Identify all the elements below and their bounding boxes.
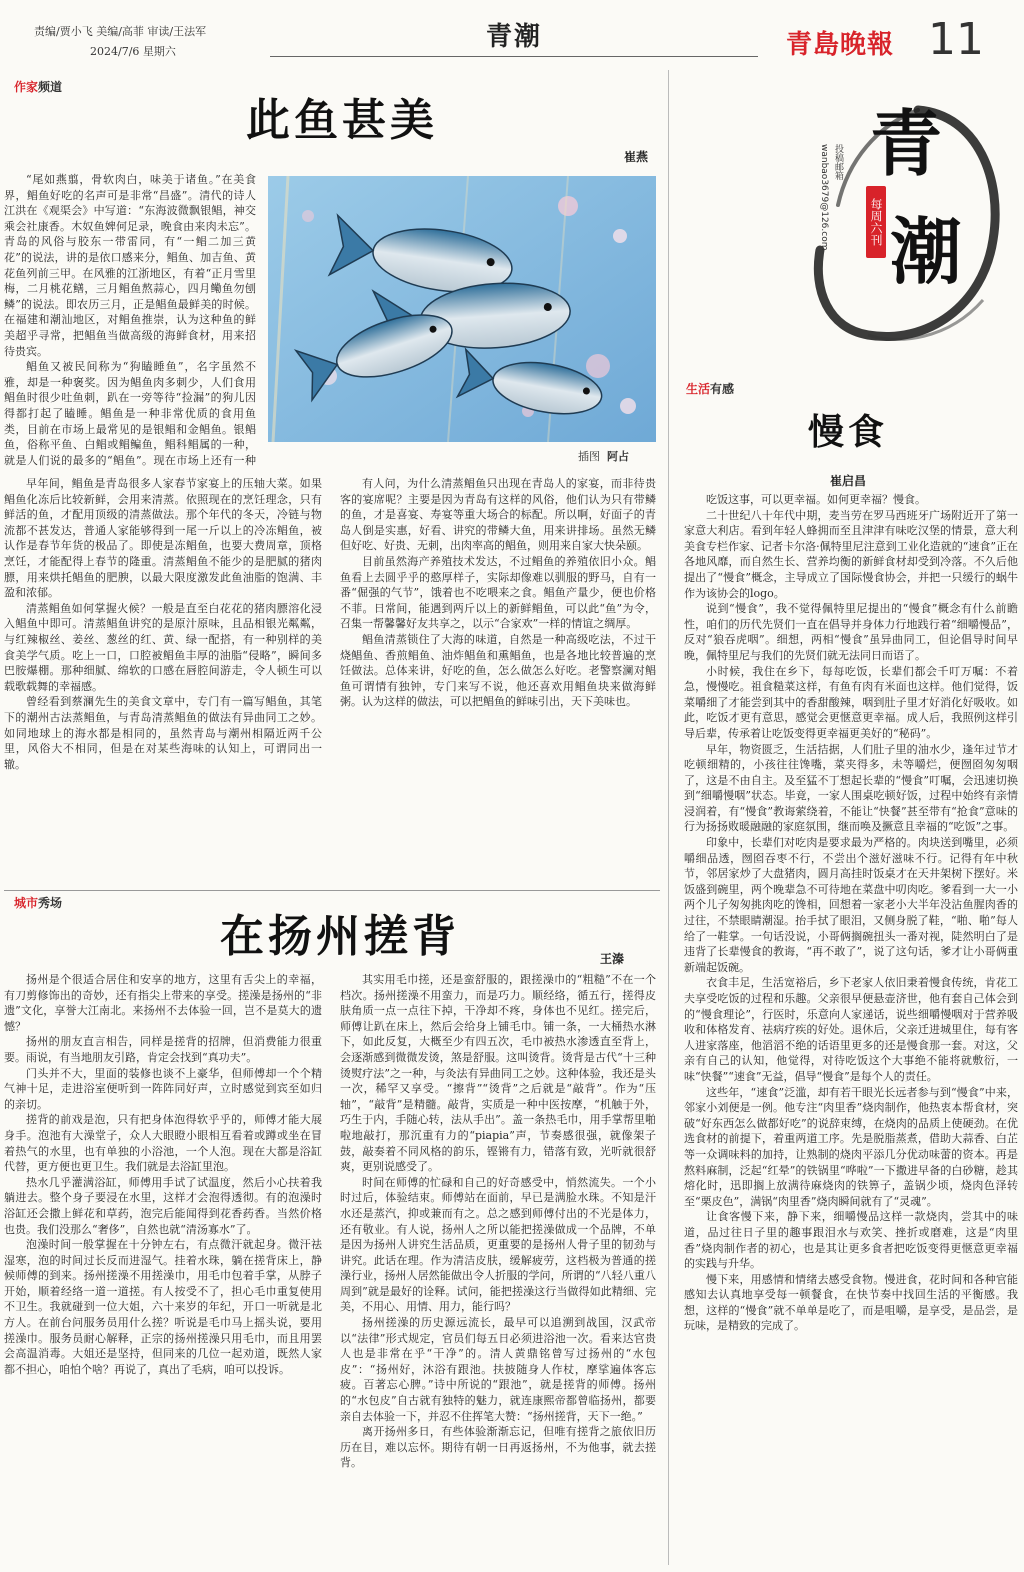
- page-number: 11: [928, 14, 984, 65]
- article1-column-2: [4, 476, 322, 886]
- article2-tag-dark: 秀场: [38, 896, 63, 910]
- issue-date: 2024/7/6 星期六: [90, 45, 176, 58]
- article1-paragraph: 目前虽然海产养殖技术发达，不过鲳鱼的养殖依旧小众。鲳鱼看上去圆乎乎的憨厚样子，实际却像难以驯服的野马，自有一番“倔强的气节”，饿着也不吃喂来之食。鲳鱼产量少，便也价格不菲。日常间，能遇到两斤以上的新鲜鲳鱼，可以此“鱼”为令，召集一帮馨馨好友共享之，以示“合家欢”一样的情谊之绸厚。: [340, 554, 656, 631]
- article1-paragraph: 有人问，为什么清蒸鲳鱼只出现在青岛人的家宴，而非待贵客的宴席呢？主要是因为青岛有这样的风俗，他们认为只有带鳞的鱼，才是喜宴、寿宴等重大场合的标配。所以啊，好面子的青岛人倒是实惠，好看、讲究的带鳞大鱼，用来讲排场。虽然无鳞但好吃、好贵、无刺，出肉率高的鲳鱼，则用来自家大快朵颐。: [340, 477, 656, 553]
- article3-title: 慢食: [808, 412, 889, 453]
- article1-column-3: [340, 476, 656, 886]
- article2-paragraph: 扬州的朋友直言相告，同样是搓背的招牌，但消费能力很重要。雨说，有当地朋友引路，肯定会找到“真功夫”。: [4, 1035, 322, 1064]
- article2-paragraph: 其实用毛巾搓，还是蛮舒服的，跟搓澡巾的“粗糙”不在一个档次。扬州搓澡不用蛮力，而是巧力。顺经络，循五行，搓得皮肤角质一点一点往下掉，干净却不疼，身体也不见红。搓完后，师傅让趴在床上，然后会给身上铺毛巾。铺一条，一大桶热水淋下，如此反复，大概至少有四五次，毛巾被热水渗透直至背上，会逐渐感到微微发烫，煞是舒服。这叫烫背。烫背是古代“十三种烫熨疗法”之一种，与灸法有异曲同工之妙。这种体验，我还是头一次，稀罕又享受。“擦背”“烫背”之后就是“敲背”。作为“压轴”，“敲背”是精髓。敲背，实质是一种中医按摩，“机触于外，巧生于内，手随心转，法从手出”。盖一条热毛巾，用手掌帮里啪啦地敲打，那沉重有力的“piapia”声，节奏感很强，就像架子鼓，敲奏着不同风格的韵乐，铿锵有力，错落有致，光听就很舒爽，更别说感受了。: [340, 973, 656, 1174]
- illustrator-name: 阿占: [607, 450, 629, 463]
- article2-paragraph: 搓背的前戏是泡，只有把身体泡得软乎乎的，师傅才能大展身手。泡池有大澡堂子，众人大眼瞪小眼相互看着或蹲或坐在冒着热气的水里，也有单独的小浴池，一个人泡。现在大都是浴缸代替，更方便也更卫生。我们就是去浴缸里泡。: [4, 1113, 322, 1174]
- submission-email: wanbao3679@126.com: [819, 144, 829, 251]
- article3-paragraph: 慢下来，用感情和情绪去感受食物。慢进食，花时间和各种官能感知去认真地享受每一顿餐食，在快节奏中找回生活的平衡感。我想，这样的“慢食”就不单单是吃了，而是咀嚼，是享受，是品尝，是玩味，是精致的完成了。: [684, 1272, 1018, 1333]
- article3-column: [684, 492, 1018, 1566]
- article2-tag: [14, 894, 62, 911]
- article1-tag: [14, 78, 62, 95]
- editors-line: 责编/贾小飞 美编/高菲 审读/王法军: [34, 25, 207, 38]
- article1-paragraph: “尾如燕翦，骨软肉白，味美于诸鱼。”在美食界，鲳鱼好吃的名声可是非常“昌盛”。清代的诗人江洪在《观渠会》中写道：“东海波微飘银鲳，神交乘会社康香。木奴鱼婢何足录，晚食由来肉未忘”。青岛的风俗与胶东一带雷同，有“一鲳二加三黄花”的说法，讲的是依口感来分，鲳鱼、加吉鱼、黄花鱼列前三甲。在风雅的江浙地区，有着“正月雪里梅，二月桃花鳝，三月鲳鱼熬蒜心，四月鳓鱼勿刨鳞”的说法。即农历三月，正是鲳鱼最鲜美的时候。在福建和潮汕地区，对鲳鱼推崇，认为这种鱼的鲜美超乎寻常，把鲳鱼当做高级的海鲜食材，用来招待贵宾。: [4, 173, 256, 358]
- article3-paragraph: 早年，物资匮乏，生活拮据，人们肚子里的油水少，逢年过节才吃顿细精的，小孩往往馋嘴，菜夹得多，未等嚼烂，便囫囵匆匆咽了，这是不由自主。及至猛不丁想起长辈的“慢食”叮嘱，会迅速切换到“细嚼慢咽”状态。毕竟，一家人围桌吃顿好饭，过程中始终有亲情浸润着，有“慢食”教诲萦绕着，不能让“快餐”甚至带有“抢食”意味的行为扬扬败暖融融的家庭氛围，继而唤及撅意且幸福的“吃饭”之事。: [684, 742, 1018, 834]
- article3-paragraph: 印象中，长辈们对吃肉是要求最为严格的。肉块送到嘴里，必须嚼细品透，囫囵吞枣不行，不尝出个滋好滋味不行。记得有年中秋节，邻居家炒了大盘猪肉，圆月高挂时饭桌才在天井架树下摆好。米饭盛到碗里，两个晚辈急不可待地在菜盘中叨肉吃。爹看到一大一小两个儿子匆匆挑肉吃的馋相，回想着一家老小大半年没沾鱼腥肉香的过往，不禁眼睛潮湿。抬手拭了眼泪，又侧身脱了鞋，“啪、啪”每人给了一鞋掌。一句话没说，小哥俩搁碗扭头一番对视，陡然明白了是违背了长辈慢食的教诲，“再不敢了”，说了这句话，爹才让小哥俩重新端起饭碗。: [684, 836, 1018, 974]
- article2-paragraph: 扬州是个很适合居住和安享的地方，这里有舌尖上的幸福，有刀剪修饰出的奇妙，还有指尖上带来的享受。搓澡是扬州的“非遗”文化，享誉大江南北。来扬州不去体验一回，岂不是莫大的遗憾？: [4, 973, 322, 1033]
- article1-paragraph: 清蒸鲳鱼如何掌握火候？一般是直至白花花的猪肉膘溶化浸入鲳鱼中即可。清蒸鲳鱼讲究的是原汁原味，且品相银光粼粼，与红辣椒丝、姜丝、葱丝的红、黄、绿一配搭，有一种别样的美食美学气质。吃上一口，口腔被鲳鱼丰厚的油脂“侵略”，瞬间多巴胺爆棚。那种细腻、绵软的口感在唇腔间游走，令人顿生可以载歌载舞的幸福感。: [4, 601, 322, 693]
- article3-paragraph: 二十世纪八十年代中期，麦当劳在罗马西班牙广场附近开了第一家意大利店。看到年轻人蜂拥而至且津津有味吃汉堡的情景，意大利美食专栏作家、记者卡尔洛·佩特里尼注意到工业化造就的“速食”正在各地风靡，而自然生长、营养均衡的新鲜食材却受到冷落。不久后他提出了“慢食”概念，主导成立了国际慢食协会，并把一只缓行的蜗牛作为该协会的logo。: [684, 508, 1018, 600]
- column-divider: [668, 70, 669, 1565]
- article3-paragraph: 衣食丰足，生活宽裕后，乡下老家人依旧秉着慢食传统，肯花工夫享受吃饭的过程和乐趣。父亲很早便悬壶济世，他有套自己体会到的“慢食理论”，行医时，乐意向人家递话，说些细嚼慢咽对于营养吸收和体格发育、祛病疗疾的好处。退休后，父亲迁进城里住，每有客人进家落座，他滔滔不绝的话语里更多的还是慢食那一套。对这，父亲有自己的认知，他觉得，对待吃饭这个大事绝不能将就敷衍，一味“快餐”“速食”无益，倡导“慢食”是每个人的责任。: [684, 976, 1018, 1083]
- newspaper-logo: 青島晚報: [786, 30, 895, 60]
- fish-illustration: [268, 176, 656, 442]
- article1-tag-dark: 频道: [38, 80, 63, 94]
- article2-title: 在扬州搓背: [220, 911, 460, 962]
- article2-paragraph: 时间在师傅的忙碌和自己的好奇感受中，悄然流失。一个小时过后，体验结束。师傅站在面前，早已是满脸水珠。不知是汗水还是蒸汽，抑或兼而有之。总之感到师傅付出的不光是体力，还有敬业。有人说，扬州人之所以能把搓澡做成一个品牌，不单是因为扬州人讲究生活品质，更重要的是扬州人骨子里的韧劲与讲究。此话在理。作为清洁皮肤，缓解疲劳，这档极为普通的搓澡行业，扬州人居然能做出令人折服的学问，所谓的“八轻八重八周到”就是最好的诠释。试问，能把搓澡这行当做得如此精细、完美，不用心、用情、用力，能行吗？: [340, 1175, 656, 1314]
- article2-column-1: [4, 972, 322, 1566]
- article2-tag-red: 城市: [14, 896, 39, 910]
- illustration-caption-label: 插图: [578, 450, 600, 463]
- article3-paragraph: 这些年，“速食”泛滥，却有若干眼光长远者参与到“慢食”中来，邻家小刘便是一例。他专注“肉里香”烧肉制作，他热衷本帮食材，突破“好东西怎么做都好吃”的说辞束缚，在烧肉的品质上使硬劲。在优选食材的前提下，着重两道工序。先是脱脂蒸煮，借助大蒜香、白芷等一众调味料的加持，让熟制的烧肉平添几分优动味蕾的资本。再是熬料麻制，泛起“红晕”的铁锅里“哗啦”一下撒进早备的白砂糖，趁其熔化时，迅即搁上放满待麻烧肉的铁箅子，盖锅少顷，烧肉色泽转至“栗皮色”，满锅“肉里香”烧肉瞬间就有了“灵魂”。: [684, 1085, 1018, 1208]
- header-rule: [270, 56, 758, 57]
- article3-author: 崔启昌: [830, 474, 867, 488]
- article3-tag-red: 生活: [686, 382, 711, 396]
- article1-paragraph: 早年间，鲳鱼是青岛很多人家春节家宴上的压轴大菜。如果鲳鱼化冻后比较新鲜，会用来清蒸。依照现在的烹饪理念，只有鲜活的鱼，才配用顶级的清蒸做法。那个年代的冬天，冷链与物流都不甚发达，普通人家能够得到一尾一斤以上的冷冻鲳鱼，被认作是春节年货的极品了。即使是冻鲳鱼，也要大费周章，顶格烹饪，才能配得上春节的隆重。清蒸鲳鱼不能少的是肥腻的猪肉膘，用来烘托鲳鱼的肥腴，以最大限度激发此鱼油脂的饱满、丰盈和浓郁。: [4, 477, 322, 600]
- article2-paragraph: 门头并不大，里面的装修也谈不上豪华，但师傅却一个个精气神十足，走进浴室便听到一阵阵同好声，立时感觉到宾至如归的亲切。: [4, 1066, 322, 1111]
- masthead-artwork: [808, 90, 1008, 360]
- article2-author: 王溱: [600, 952, 625, 966]
- article3-paragraph: 让食客慢下来，静下来，细嚼慢品这样一款烧肉，尝其中的味道，品过往日子里的趣事跟泪水与欢笑、挫折或磨难，这是“肉里香”烧肉制作者的初心，也是其让更多食者把吃饭变得更惬意更幸福的实践与升华。: [684, 1210, 1018, 1271]
- article2-column-2: [340, 972, 656, 1566]
- article3-tag-dark: 有感: [710, 382, 735, 396]
- article1-tag-red: 作家: [14, 80, 39, 94]
- article3-paragraph: 小时候，我住在乡下，每每吃饭，长辈们都会千叮万嘱：不着急，慢慢吃。祖食糙菜这样，有鱼有肉有米面也这样。他们觉得，饭菜嚼细了才能尝到其中的香甜酸辣，咽到肚子里才好消化好吸收。如此，吃饭才更有意思，感觉会更惬意更幸福。成人后，我照例这样引导后辈，传承着让吃饭变得更幸福更美好的“秘码”。: [684, 664, 1018, 740]
- article1-title: 此鱼甚美: [246, 95, 438, 146]
- article1-paragraph: 鲳鱼又被民间称为“狗瞌睡鱼”，名字虽然不雅，却是一种褒奖。因为鲳鱼肉多刺少，人们食用鲳鱼时很少吐鱼刺，趴在一旁等待“捡漏”的狗儿因得都打起了瞌睡。鲳鱼是一种非常优质的食用鱼类，目前在市场上最常见的是银鲳和金鲳鱼。银鲳鱼，俗称平鱼、白鲳或鲳鳊鱼，鲳科鲳属的一种，就是人们说的最多的“鲳鱼”。现在市场上还有一种: [4, 360, 256, 467]
- weekly-stamp: 每周六刊: [866, 186, 886, 258]
- article3-paragraph: 吃饭这事，可以更幸福。如何更幸福？慢食。: [706, 493, 926, 506]
- article3-paragraph: 说到“慢食”，我不觉得佩特里尼提出的“慢食”概念有什么前瞻性，咱们的历代先贤们一直在倡导并身体力行地践行着“细嚼慢品”，反对“狼吞虎咽”。细想，两相“慢食”虽异曲同工，但论倡导时间早晚，佩特里尼与我们的先贤们就无法同日而语了。: [684, 602, 1018, 662]
- article2-paragraph: 扬州搓澡的历史源远流长，最早可以追溯到战国，汉武帝以“法律”形式规定，官员们每五日必须进浴池一次。看来达官贵人也是非常在乎“干净”的。清人黄鼎铭曾写过扬州的“水包皮”：“扬州好，沐浴有跟池。扶披随身人作杖，摩挲遍体客忘疲。百著忘心脾。”诗中所说的“跟池”，就是搓背的师傅。扬州的“水包皮”自古就有独特的魅力，就连康熙帝都曾临扬州，都要亲自去体验一下，并忍不住挥笔大赞：“扬州搓背，天下一绝。”: [340, 1316, 656, 1423]
- article2-paragraph: 热水几乎灌满浴缸，师傅用手试了试温度，然后小心扶着我躺进去。整个身子要浸在水里，这样才会泡得透彻。有的泡澡时浴缸还会撒上鲜花和草药，泡完后能闻得到花香药香。当然价格也贵。我们没那么“奢侈”，自然也就“清汤寡水”了。: [4, 1175, 322, 1236]
- article1-author: 崔燕: [624, 150, 649, 164]
- calligraphy-char-2: 潮: [890, 209, 963, 294]
- calligraphy-char-1: 青: [870, 101, 943, 186]
- article2-paragraph: 离开扬州多日，有些体验渐渐忘记，但唯有搓背之旅依旧历历在目，难以忘怀。期待有朝一日再返扬州，不为他事，就去搓背。: [340, 1425, 656, 1470]
- article1-paragraph: 曾经看到蔡澜先生的美食文章中，专门有一篇写鲳鱼，其笔下的潮州古法蒸鲳鱼，与青岛清蒸鲳鱼的做法有异曲同工之妙。如同地球上的海水都是相同的，虽然青岛与潮州相隔近两千公里，风俗大不相同，但是在对某些海味的认知上，可谓同出一辙。: [4, 695, 322, 771]
- fish-illustration-icon: [268, 176, 656, 442]
- article1-column-1: [4, 172, 256, 468]
- article3-tag: [686, 380, 734, 397]
- submission-label: 投稿邮箱: [833, 144, 843, 180]
- article2-paragraph: 泡澡时间一般掌握在十分钟左右，有点微汗就起身。微汗祛湿寒，泡的时间过长反而进湿气。挂着水珠，躺在搓背床上，静候师傅的到来。扬州搓澡不用搓澡巾，用毛巾包着手掌，从脖子开始，顺着经络一道一道搓。有人按受不了，担心毛巾重复使用不卫生。我就碰到一位大姐，六十来岁的年纪，开口一听就是北方人。在前台问服务员用什么搓？听说是毛巾马上摇头说，要用搓澡巾。服务员耐心解释，正宗的扬州搓澡只用毛巾，而且用罢会高温消毒。大姐还是坚持，但同来的几位一起劝道，既然人家都不担心，咱怕个啥？再说了，真出了毛病，咱可以投诉。: [4, 1238, 322, 1376]
- section-name: 青潮: [486, 22, 543, 52]
- illustration-caption: [578, 448, 629, 464]
- article1-bottom-rule: [4, 890, 660, 891]
- article1-paragraph: 鲳鱼清蒸锁住了大海的味道，自然是一种高级吃法，不过干烧鲳鱼、香煎鲳鱼、油炸鲳鱼和熏鲳鱼，也是各地比较普遍的烹饪做法。总体来讲，好吃的鱼，怎么做怎么好吃。老警察澜对鲳鱼可谓情有独钟，专门来写不说，他还喜欢用鲳鱼块来做海鲜粥。认为这样的做法，可以把鲳鱼的鲜味引出，天下美味也。: [340, 632, 656, 709]
